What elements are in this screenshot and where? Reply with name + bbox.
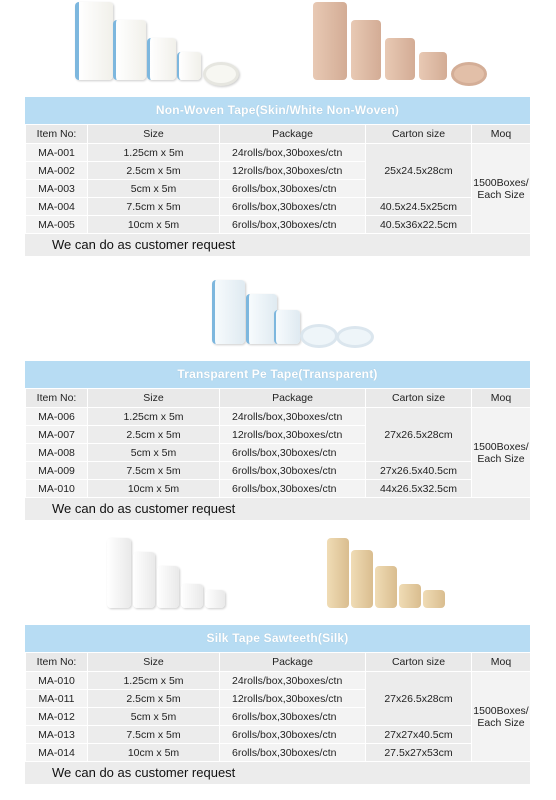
- header-carton-size: Carton size: [366, 653, 472, 672]
- spec-table: [25, 652, 531, 762]
- table-header-row: [26, 125, 531, 144]
- tape-roll: [419, 52, 447, 80]
- white-silk-tape-photo: [107, 538, 227, 610]
- customer-request-note: We can do as customer request: [25, 762, 530, 784]
- table-row: [26, 408, 531, 426]
- table-row: [26, 144, 531, 162]
- carton-size: 27x26.5x28cm: [366, 408, 472, 462]
- carton-size: 40.5x24.5x25cm: [366, 198, 472, 216]
- tape-roll: [212, 280, 245, 344]
- item-no: MA-001: [26, 144, 88, 162]
- tape-roll: [423, 590, 445, 608]
- size: 2.5cm x 5m: [88, 426, 220, 444]
- header-package: Package: [220, 653, 366, 672]
- item-no: MA-004: [26, 198, 88, 216]
- item-no: MA-006: [26, 408, 88, 426]
- table-row: [26, 672, 531, 690]
- package: 6rolls/box,30boxes/ctn: [220, 480, 366, 498]
- header-moq: Moq: [472, 125, 531, 144]
- item-no: MA-009: [26, 462, 88, 480]
- tape-roll: [399, 584, 421, 608]
- package: 24rolls/box,30boxes/ctn: [220, 144, 366, 162]
- package: 12rolls/box,30boxes/ctn: [220, 690, 366, 708]
- tape-roll: [133, 552, 155, 608]
- item-no: MA-008: [26, 444, 88, 462]
- header-moq: Moq: [472, 389, 531, 408]
- size: 7.5cm x 5m: [88, 726, 220, 744]
- tape-roll: [300, 324, 338, 348]
- section-title: Non-Woven Tape(Skin/White Non-Woven): [25, 97, 530, 124]
- header-carton-size: Carton size: [366, 389, 472, 408]
- moq-line: Each Size: [477, 452, 525, 465]
- table-row: [26, 216, 531, 234]
- tape-roll: [336, 326, 374, 348]
- item-no: MA-011: [26, 690, 88, 708]
- header-package: Package: [220, 389, 366, 408]
- moq-line: 1500Boxes/: [473, 704, 529, 717]
- tape-roll: [313, 2, 347, 80]
- tape-roll: [147, 38, 176, 80]
- header-carton-size: Carton size: [366, 125, 472, 144]
- package: 6rolls/box,30boxes/ctn: [220, 180, 366, 198]
- item-no: MA-002: [26, 162, 88, 180]
- package: 12rolls/box,30boxes/ctn: [220, 162, 366, 180]
- carton-size: 27x26.5x40.5cm: [366, 462, 472, 480]
- package: 24rolls/box,30boxes/ctn: [220, 672, 366, 690]
- package: 6rolls/box,30boxes/ctn: [220, 726, 366, 744]
- size: 1.25cm x 5m: [88, 144, 220, 162]
- size: 10cm x 5m: [88, 480, 220, 498]
- carton-size: 27x27x40.5cm: [366, 726, 472, 744]
- table-row: [26, 462, 531, 480]
- tape-roll: [274, 310, 300, 344]
- transparent-pe-tape-section: [25, 361, 530, 520]
- table-row: [26, 480, 531, 498]
- spec-table: [25, 388, 531, 498]
- moq: [472, 408, 531, 498]
- moq: [472, 672, 531, 762]
- item-no: MA-010: [26, 480, 88, 498]
- tape-roll: [177, 52, 201, 80]
- table-header-row: [26, 389, 531, 408]
- moq-line: 1500Boxes/: [473, 176, 529, 189]
- package: 6rolls/box,30boxes/ctn: [220, 198, 366, 216]
- package: 24rolls/box,30boxes/ctn: [220, 408, 366, 426]
- item-no: MA-007: [26, 426, 88, 444]
- table-row: [26, 726, 531, 744]
- item-no: MA-014: [26, 744, 88, 762]
- size: 1.25cm x 5m: [88, 672, 220, 690]
- package: 6rolls/box,30boxes/ctn: [220, 216, 366, 234]
- silk-tape-section: [25, 625, 530, 784]
- item-no: MA-013: [26, 726, 88, 744]
- size: 5cm x 5m: [88, 180, 220, 198]
- moq-line: Each Size: [477, 716, 525, 729]
- header-item-no: Item No:: [26, 125, 88, 144]
- customer-request-note: We can do as customer request: [25, 234, 530, 256]
- section-title: Silk Tape Sawteeth(Silk): [25, 625, 530, 652]
- tape-roll: [385, 38, 415, 80]
- non-woven-tape-section: [25, 97, 530, 256]
- section-title: Transparent Pe Tape(Transparent): [25, 361, 530, 388]
- item-no: MA-005: [26, 216, 88, 234]
- item-no: MA-003: [26, 180, 88, 198]
- package: 6rolls/box,30boxes/ctn: [220, 462, 366, 480]
- white-non-woven-tape-photo: [75, 2, 235, 82]
- tape-roll: [181, 584, 203, 608]
- header-item-no: Item No:: [26, 653, 88, 672]
- size: 2.5cm x 5m: [88, 162, 220, 180]
- table-header-row: [26, 653, 531, 672]
- skin-non-woven-tape-photo: [313, 2, 483, 82]
- header-moq: Moq: [472, 653, 531, 672]
- moq: [472, 144, 531, 234]
- size: 2.5cm x 5m: [88, 690, 220, 708]
- tape-roll: [203, 62, 239, 86]
- header-size: Size: [88, 389, 220, 408]
- table-row: [26, 198, 531, 216]
- tape-roll: [351, 20, 381, 80]
- item-no: MA-010: [26, 672, 88, 690]
- tape-roll: [327, 538, 349, 608]
- table-row: [26, 744, 531, 762]
- tape-roll: [451, 62, 487, 86]
- skin-silk-tape-photo: [327, 538, 447, 610]
- package: 6rolls/box,30boxes/ctn: [220, 744, 366, 762]
- size: 10cm x 5m: [88, 744, 220, 762]
- item-no: MA-012: [26, 708, 88, 726]
- moq-line: 1500Boxes/: [473, 440, 529, 453]
- tape-roll: [107, 538, 131, 608]
- customer-request-note: We can do as customer request: [25, 498, 530, 520]
- tape-roll: [351, 550, 373, 608]
- size: 7.5cm x 5m: [88, 462, 220, 480]
- header-package: Package: [220, 125, 366, 144]
- tape-roll: [375, 566, 397, 608]
- carton-size: 25x24.5x28cm: [366, 144, 472, 198]
- carton-size: 27.5x27x53cm: [366, 744, 472, 762]
- tape-roll: [113, 20, 146, 80]
- size: 5cm x 5m: [88, 444, 220, 462]
- tape-roll: [205, 590, 225, 608]
- header-size: Size: [88, 653, 220, 672]
- size: 7.5cm x 5m: [88, 198, 220, 216]
- tape-roll: [157, 566, 179, 608]
- carton-size: 40.5x36x22.5cm: [366, 216, 472, 234]
- size: 10cm x 5m: [88, 216, 220, 234]
- size: 5cm x 5m: [88, 708, 220, 726]
- header-size: Size: [88, 125, 220, 144]
- carton-size: 44x26.5x32.5cm: [366, 480, 472, 498]
- transparent-pe-tape-photo: [212, 280, 372, 346]
- carton-size: 27x26.5x28cm: [366, 672, 472, 726]
- tape-roll: [75, 2, 113, 80]
- header-item-no: Item No:: [26, 389, 88, 408]
- size: 1.25cm x 5m: [88, 408, 220, 426]
- moq-line: Each Size: [477, 188, 525, 201]
- tape-roll: [246, 294, 277, 344]
- package: 6rolls/box,30boxes/ctn: [220, 708, 366, 726]
- package: 12rolls/box,30boxes/ctn: [220, 426, 366, 444]
- spec-table: [25, 124, 531, 234]
- package: 6rolls/box,30boxes/ctn: [220, 444, 366, 462]
